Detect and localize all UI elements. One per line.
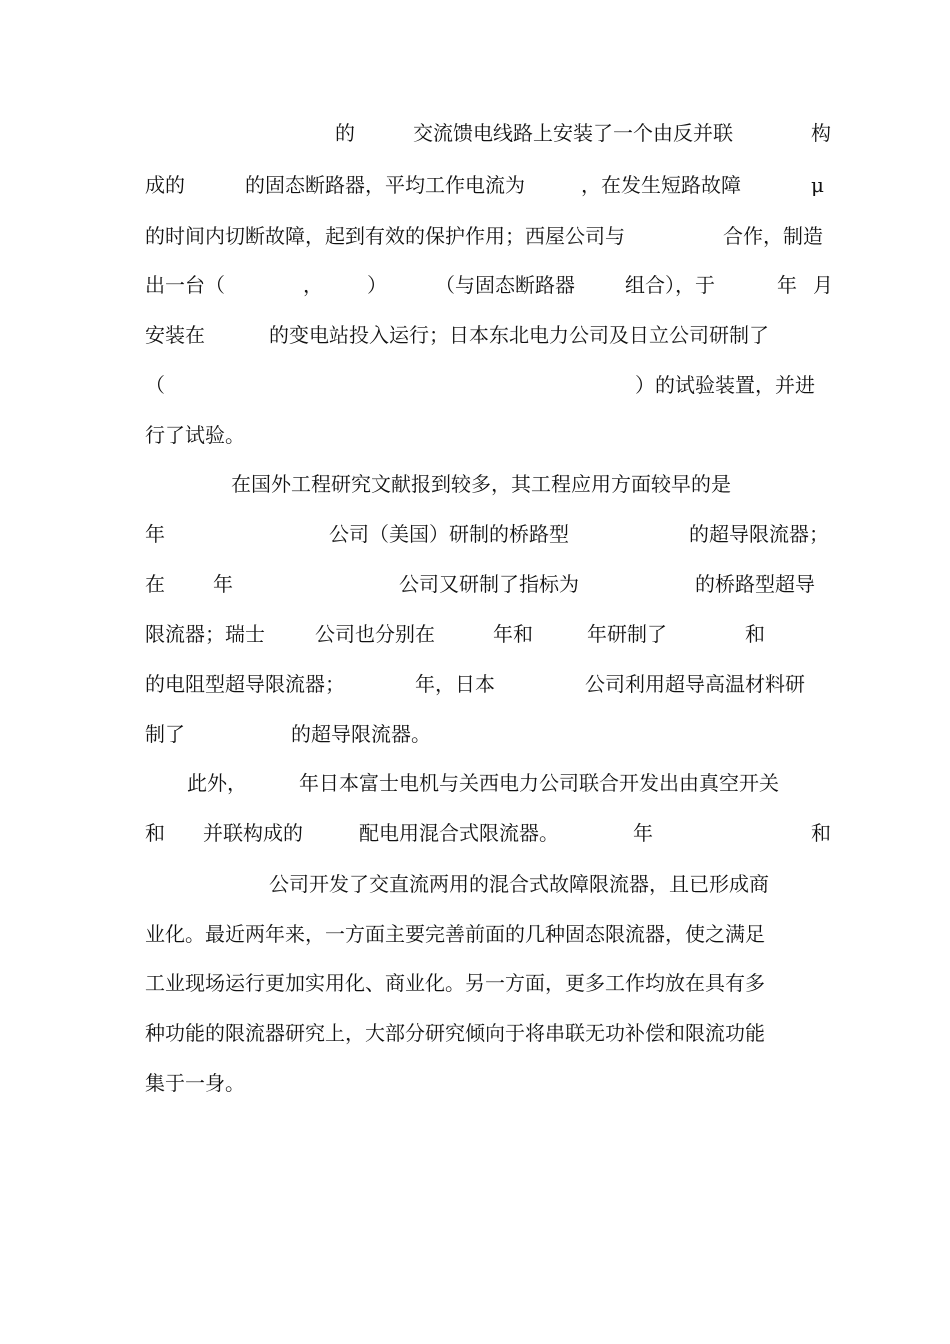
text-segment: 年 (633, 821, 653, 845)
text-line (145, 719, 833, 749)
text-segment: 在 (145, 572, 165, 596)
text-line (145, 320, 833, 350)
text-segment: 集于一身。 (145, 1071, 245, 1095)
text-segment: 和 (745, 622, 765, 646)
text-segment: 成的 (145, 173, 185, 197)
text-segment: 的桥路型超导 (695, 572, 815, 596)
text-line (145, 469, 833, 499)
text-segment: 和 (145, 821, 165, 845)
text-segment: 的 (335, 121, 355, 145)
text-line (145, 968, 833, 998)
text-segment: 公司（美国）研制的桥路型 (329, 522, 569, 546)
text-line (145, 1018, 833, 1048)
text-line (145, 619, 833, 649)
text-segment: ， (303, 273, 323, 297)
text-segment: 安装在 (145, 323, 205, 347)
text-segment: 合作，制造 (723, 224, 823, 248)
text-segment: 配电用混合式限流器。 (359, 821, 559, 845)
text-line (145, 270, 833, 300)
text-segment: 和 (811, 821, 831, 845)
text-line (145, 768, 833, 798)
text-segment: ）的试验装置，并进 (635, 373, 815, 397)
text-segment: 的超导限流器。 (291, 722, 431, 746)
text-segment: 组合），于 (625, 273, 715, 297)
text-segment: 交流馈电线路上安装了一个由反并联 (413, 121, 733, 145)
text-segment: 的时间内切断故障，起到有效的保护作用；西屋公司与 (145, 224, 625, 248)
text-segment: 制了 (145, 722, 185, 746)
text-segment: 公司利用超导高温材料研 (585, 672, 805, 696)
text-line (145, 919, 833, 949)
text-line (145, 221, 833, 251)
text-line (145, 519, 833, 549)
text-segment: 限流器；瑞士 (145, 622, 265, 646)
text-segment: 工业现场运行更加实用化、商业化。另一方面，更多工作均放在具有多 (145, 971, 765, 995)
text-segment: 业化。最近两年来，一方面主要完善前面的几种固态限流器，使之满足 (145, 922, 765, 946)
text-segment: μ (811, 173, 824, 197)
text-line (145, 1068, 833, 1098)
text-segment: （与固态断路器 (435, 273, 575, 297)
text-segment: 公司又研制了指标为 (399, 572, 579, 596)
text-segment: 的电阻型超导限流器； (145, 672, 345, 696)
text-segment: 的固态断路器，平均工作电流为 (245, 173, 525, 197)
text-segment: 的变电站投入运行；日本东北电力公司及日立公司研制了 (269, 323, 769, 347)
text-segment: 年 (213, 572, 233, 596)
text-segment: 行了试验。 (145, 423, 245, 447)
text-segment: 出一台（ (145, 273, 225, 297)
text-segment: （ (145, 373, 165, 397)
text-segment: 种功能的限流器研究上，大部分研究倾向于将串联无功补偿和限流功能 (145, 1021, 765, 1045)
text-line (145, 420, 833, 450)
text-segment: 此外， (187, 771, 247, 795)
text-segment: ） (367, 273, 387, 297)
text-line (145, 669, 833, 699)
text-segment: 年和 (493, 622, 533, 646)
text-segment: 公司开发了交直流两用的混合式故障限流器，且已形成商 (269, 872, 769, 896)
text-line (145, 869, 833, 899)
text-segment: 构 (811, 121, 831, 145)
text-segment: 的超导限流器； (689, 522, 829, 546)
text-segment: 年研制了 (587, 622, 667, 646)
text-segment: 公司也分别在 (315, 622, 435, 646)
text-segment: 并联构成的 (203, 821, 303, 845)
text-segment: 年，日本 (415, 672, 495, 696)
text-segment: 年日本富士电机与关西电力公司联合开发出由真空开关 (299, 771, 779, 795)
text-line (145, 370, 833, 400)
text-segment: 年 (777, 273, 797, 297)
text-line (145, 170, 833, 200)
text-line (145, 569, 833, 599)
text-segment: 在国外工程研究文献报到较多，其工程应用方面较早的是 (231, 472, 731, 496)
text-line (145, 118, 833, 148)
text-line (145, 818, 833, 848)
text-segment: 年 (145, 522, 165, 546)
text-segment: 月 (813, 273, 833, 297)
text-segment: ，在发生短路故障 (581, 173, 741, 197)
